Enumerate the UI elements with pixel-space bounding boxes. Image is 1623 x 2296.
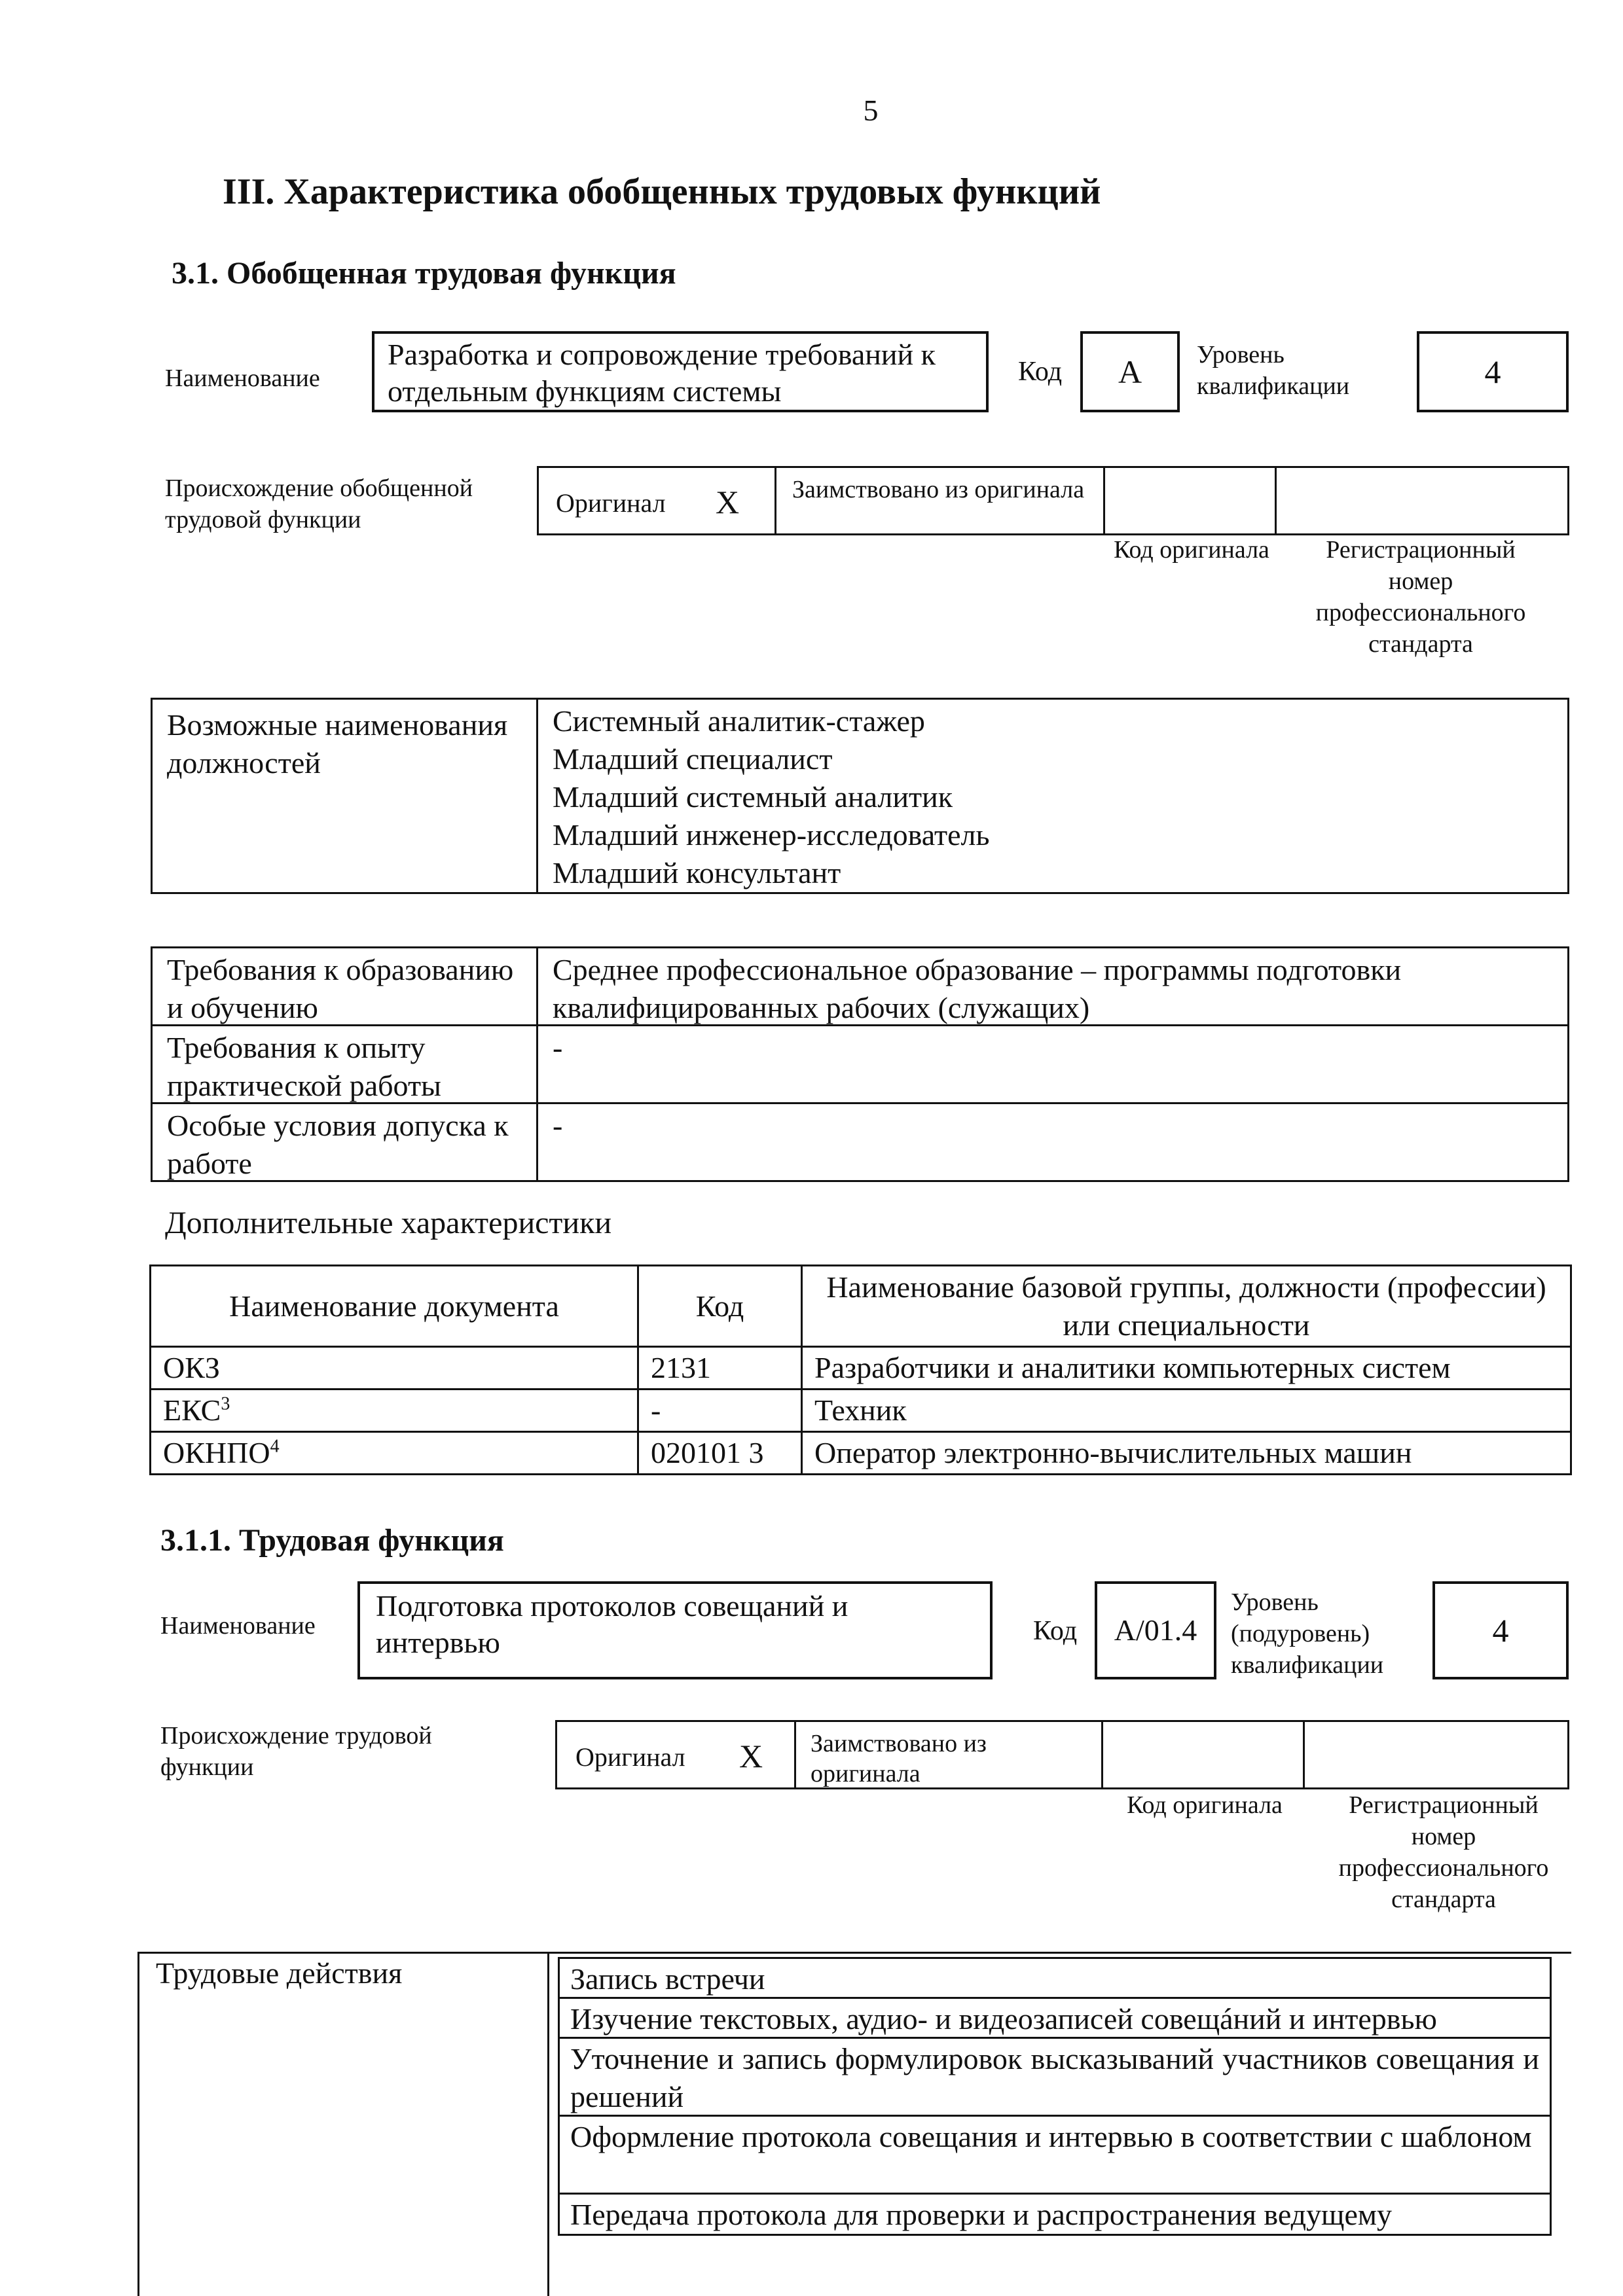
gtf-positions-label: Возможные наименования должностей — [151, 698, 538, 894]
tf-original-cell — [555, 1720, 796, 1789]
tf-borrowed-label: Заимствовано из оригинала — [794, 1720, 1103, 1789]
gtf-origin-label: Происхождение обобщенной трудовой функции — [165, 475, 473, 533]
extra-table — [149, 1265, 1572, 1475]
tf-original-mark: X — [739, 1738, 763, 1774]
gtf-reg-number-cell — [1275, 466, 1569, 535]
gtf-original-cell — [537, 466, 776, 535]
section-title: III. Характеристика обобщенных трудовых функций — [223, 171, 1101, 212]
tf-name-value: Подготовка протоколов совещаний и интервью — [357, 1581, 993, 1679]
position-item: Системный аналитик-стажер — [553, 704, 925, 738]
req-experience-value: - — [536, 1024, 1569, 1104]
tf-origin-label: Происхождение трудовой функции — [160, 1722, 432, 1781]
table-row — [151, 1347, 1571, 1390]
tf-level-label-2: (подуровень) — [1231, 1620, 1370, 1647]
tf-reg-number-label: Регистрационный номер профессионального стандарта — [1338, 1791, 1549, 1913]
actions-left-border — [137, 1952, 139, 2296]
gtf-name-value: Разработка и сопровождение требований к отдельным функциям системы — [372, 331, 989, 412]
extra-doc: ЕКС — [163, 1393, 221, 1427]
extra-code: 2131 — [638, 1347, 802, 1390]
tf-action-item: Запись встречи — [558, 1957, 1552, 1999]
table-row — [151, 1432, 1571, 1475]
gtf-original-label: Оригинал — [556, 488, 666, 518]
gtf-level-label-1: Уровень — [1197, 341, 1285, 368]
extra-code: 020101 3 — [638, 1432, 802, 1475]
gtf-code-label: Код — [1018, 357, 1063, 387]
tf-level-value: 4 — [1432, 1581, 1569, 1679]
position-item: Младший инженер-исследователь — [553, 818, 990, 852]
req-education-label: Требования к образованию и обучению — [151, 946, 538, 1026]
tf-level-label-1: Уровень — [1231, 1588, 1319, 1616]
extra-header-doc: Наименование документа — [151, 1266, 638, 1347]
extra-header-name: Наименование базовой группы, должности (профессии) или специальности — [802, 1266, 1571, 1347]
gtf-reg-number-label: Регистрационный номер профессионального стандарта — [1315, 536, 1526, 658]
tf-heading: 3.1.1. Трудовая функция — [160, 1523, 504, 1558]
tf-action-item: Уточнение и запись формулировок высказываний участников совещания и решений — [558, 2037, 1552, 2117]
extra-doc-footnote: 3 — [221, 1393, 230, 1414]
tf-original-label: Оригинал — [575, 1742, 685, 1772]
gtf-original-mark: X — [716, 484, 740, 520]
tf-code-label: Код — [1033, 1616, 1078, 1646]
tf-action-item: Оформление протокола совещания и интервью в соответствии с шаблоном — [558, 2115, 1552, 2195]
extra-doc: ОКНПО — [163, 1436, 270, 1469]
gtf-positions-list — [536, 698, 1569, 894]
position-item: Младший системный аналитик — [553, 780, 953, 814]
extra-doc: ОКЗ — [163, 1351, 220, 1384]
tf-orig-code-label: Код оригинала — [1127, 1791, 1283, 1819]
extra-header-code: Код — [638, 1266, 802, 1347]
extra-code: - — [638, 1390, 802, 1432]
req-admission-label: Особые условия допуска к работе — [151, 1102, 538, 1182]
gtf-code-value: А — [1080, 331, 1180, 412]
extra-name: Разработчики и аналитики компьютерных систем — [802, 1347, 1571, 1390]
tf-orig-code-cell — [1101, 1720, 1305, 1789]
gtf-level-label-2: квалификации — [1197, 372, 1350, 400]
extra-doc-footnote: 4 — [270, 1436, 280, 1457]
extra-name: Техник — [802, 1390, 1571, 1432]
gtf-name-label: Наименование — [165, 365, 320, 392]
req-admission-value: - — [536, 1102, 1569, 1182]
tf-reg-number-cell — [1303, 1720, 1569, 1789]
position-item: Младший консультант — [553, 856, 841, 889]
tf-action-item: Изучение текстовых, аудио- и видеозаписей совещáний и интервью — [558, 1997, 1552, 2039]
req-experience-label: Требования к опыту практической работы — [151, 1024, 538, 1104]
gtf-orig-code-cell — [1103, 466, 1277, 535]
gtf-level-value: 4 — [1417, 331, 1569, 412]
tf-code-value: А/01.4 — [1095, 1581, 1216, 1679]
extra-heading: Дополнительные характеристики — [165, 1206, 612, 1240]
position-item: Младший специалист — [553, 742, 833, 776]
extra-name: Оператор электронно-вычислительных машин — [802, 1432, 1571, 1475]
table-row — [151, 1390, 1571, 1432]
tf-name-label: Наименование — [160, 1612, 316, 1640]
req-education-value: Среднее профессиональное образование – программы подготовки квалифицированных рабочих (служащих) — [536, 946, 1569, 1026]
actions-col-divider — [547, 1952, 549, 2296]
gtf-heading: 3.1. Обобщенная трудовая функция — [172, 256, 676, 291]
page-number: 5 — [863, 94, 879, 127]
tf-actions-label: Трудовые действия — [156, 1956, 403, 1990]
gtf-orig-code-label: Код оригинала — [1114, 536, 1269, 564]
tf-action-item: Передача протокола для проверки и распространения ведущему — [558, 2193, 1552, 2236]
tf-level-label-3: квалификации — [1231, 1651, 1384, 1679]
gtf-borrowed-label: Заимствовано из оригинала — [775, 466, 1105, 535]
